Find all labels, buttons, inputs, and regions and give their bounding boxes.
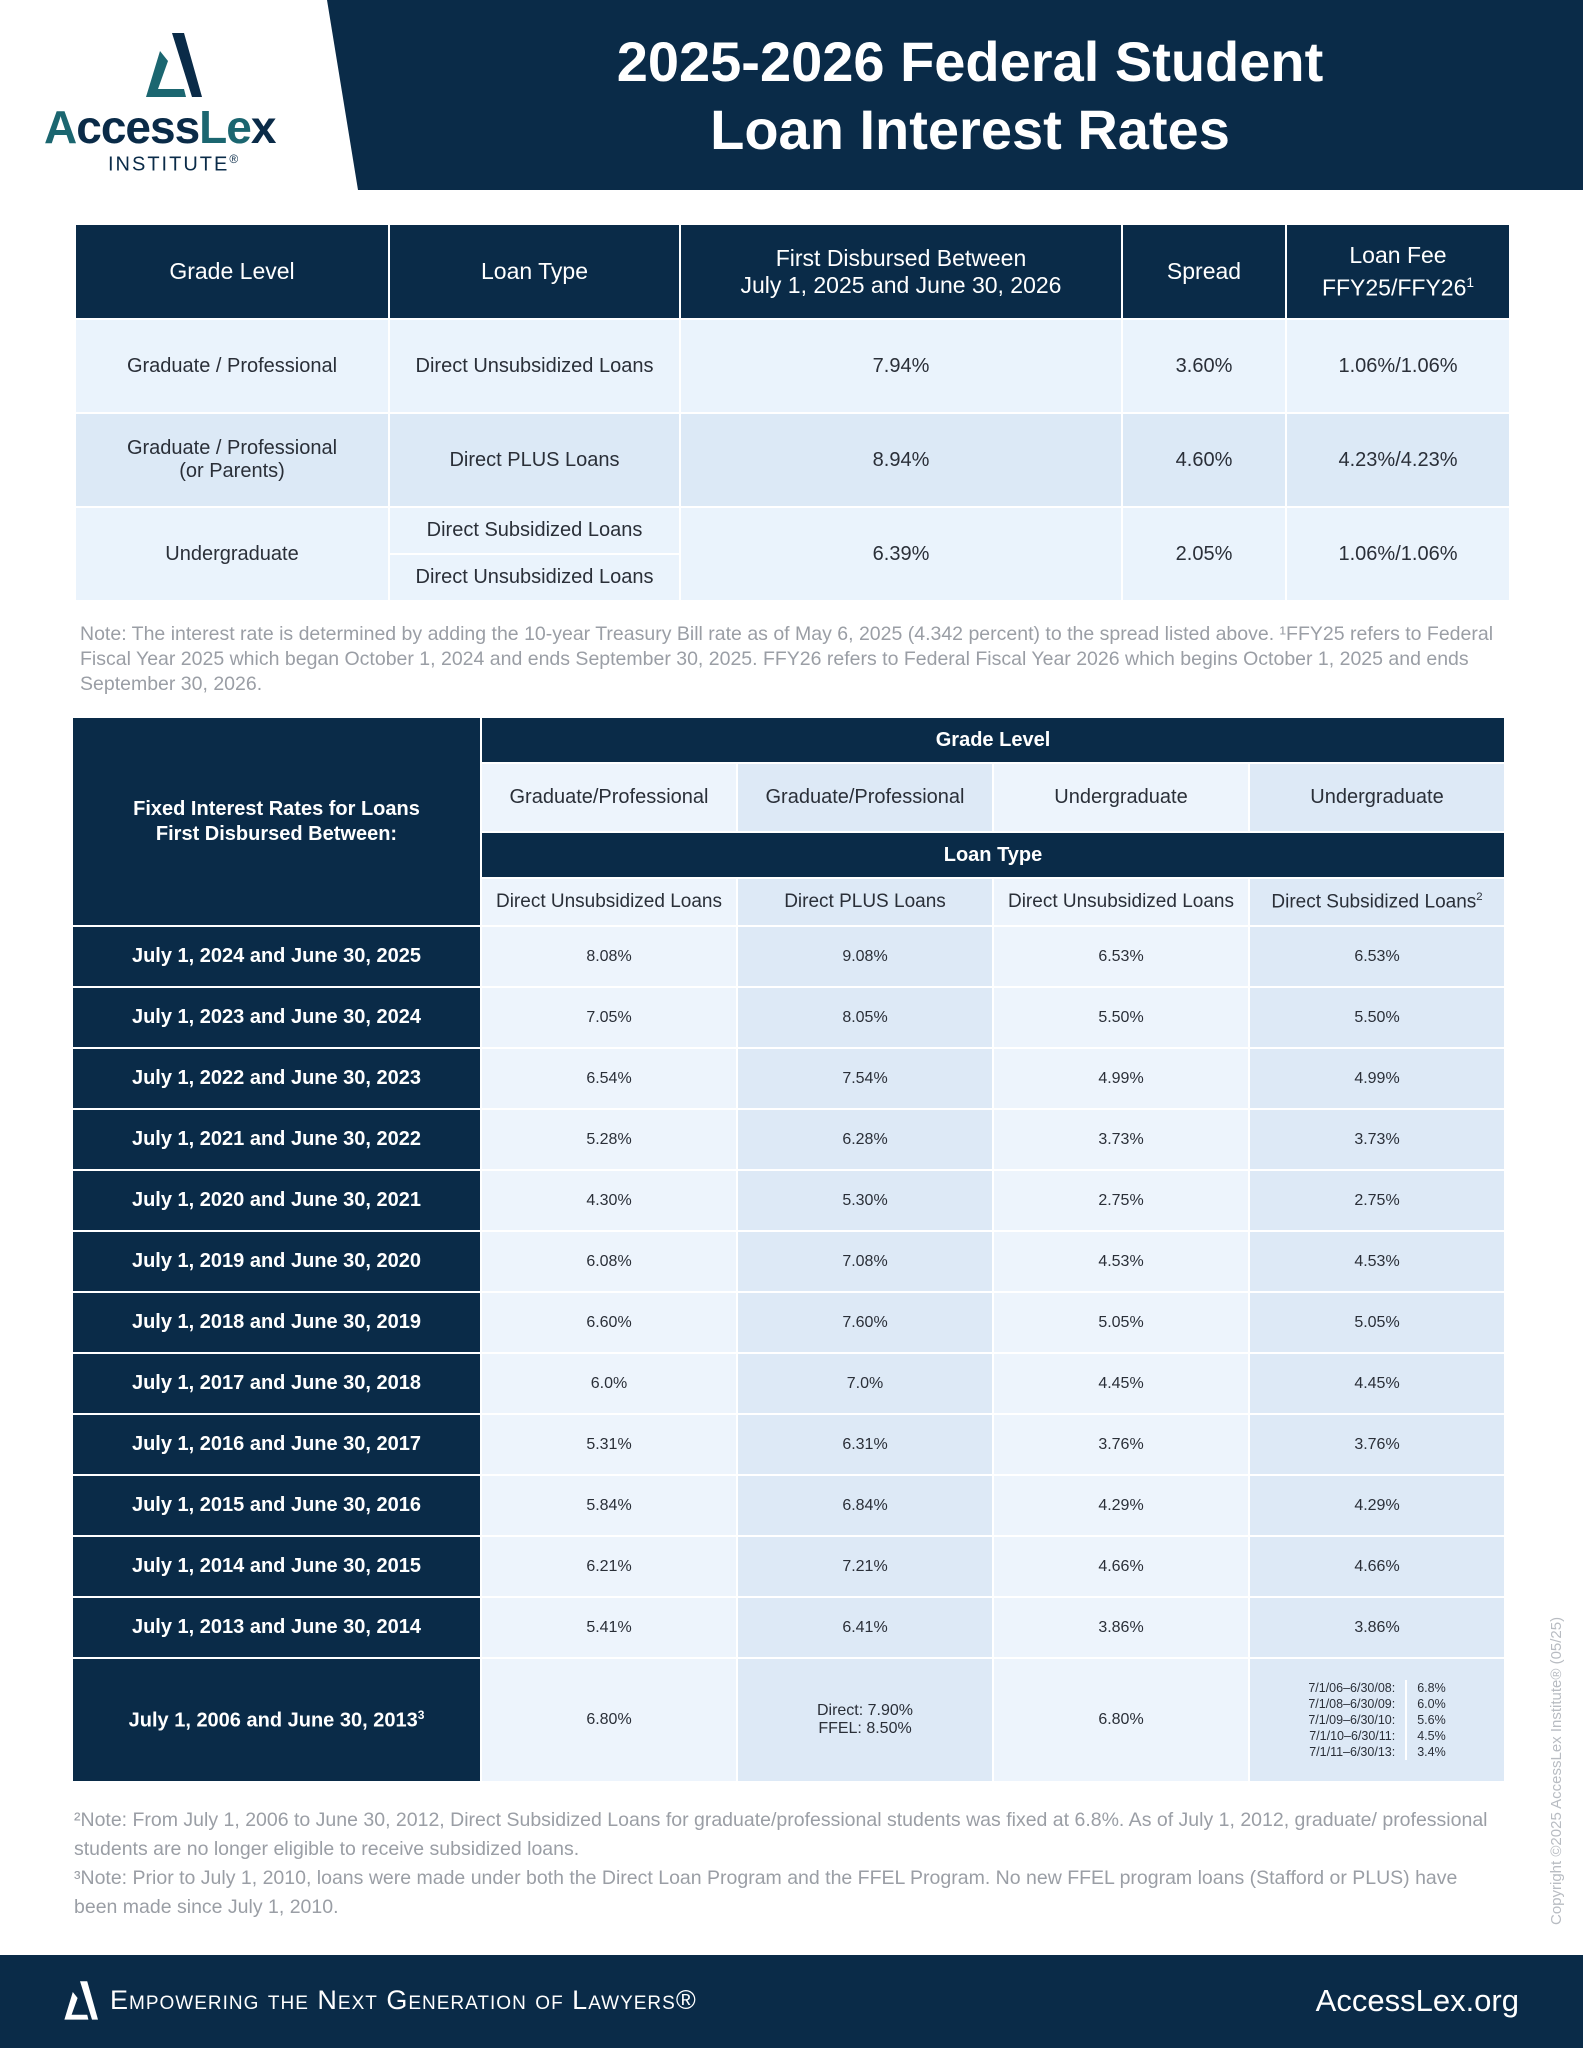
sub-period: 7/1/11–6/30/13: xyxy=(1309,1745,1396,1759)
rate-cell: 4.99% xyxy=(1249,1048,1505,1109)
period-cell: July 1, 2016 and June 30, 2017 xyxy=(72,1414,481,1475)
loan-type-label: Direct Unsubsidized Loans xyxy=(495,891,722,912)
accesslex-logo xyxy=(40,30,310,180)
header-loan-fee: Loan Fee $FFY25/FFY26^1$ xyxy=(1286,224,1510,319)
table-row xyxy=(72,1658,1505,1782)
rate-cell: 7.21% xyxy=(737,1536,993,1597)
rate-cell: 6.31% xyxy=(737,1414,993,1475)
rate-cell: 7.0% xyxy=(737,1353,993,1414)
rate-cell: 6.80% xyxy=(993,1658,1249,1782)
rate-cell: 3.86% xyxy=(993,1597,1249,1658)
rate-cell: 7.05% xyxy=(481,987,737,1048)
rate-cell: 6.53% xyxy=(1249,926,1505,987)
sub-period: 7/1/10–6/30/11: xyxy=(1309,1729,1396,1743)
table-row xyxy=(72,1231,1505,1292)
rate-cell: 3.73% xyxy=(993,1109,1249,1170)
rate-cell: 7.60% xyxy=(737,1292,993,1353)
header-spread: Spread xyxy=(1122,224,1286,319)
table-row xyxy=(75,413,1510,507)
loan-type-header xyxy=(481,878,737,926)
historical-rates-table xyxy=(71,716,1506,1783)
rate-cell: 4.66% xyxy=(993,1536,1249,1597)
fee-cell: 1.06%/1.06% xyxy=(1286,507,1510,601)
sub-rate: 6.0% xyxy=(1417,1697,1446,1711)
loan-type-band: Loan Type xyxy=(481,832,1505,878)
rate-cell: 6.21% xyxy=(481,1536,737,1597)
rate-cell: 5.30% xyxy=(737,1170,993,1231)
rate-cell: 4.45% xyxy=(993,1353,1249,1414)
rate-cell: 4.45% xyxy=(1249,1353,1505,1414)
rate-cell: Direct: 7.90% FFEL: 8.50% xyxy=(737,1658,993,1782)
grade-header: Graduate/Professional xyxy=(737,763,993,832)
logo-institute: INSTITUTE® xyxy=(108,152,241,176)
period-cell: July 1, 2013 and June 30, 2014 xyxy=(72,1597,481,1658)
rate-cell: 5.05% xyxy=(1249,1292,1505,1353)
rate-cell: 4.99% xyxy=(993,1048,1249,1109)
table-row xyxy=(72,1414,1505,1475)
rate-cell: 5.05% xyxy=(993,1292,1249,1353)
table-row xyxy=(75,507,1510,554)
loan-cell: Direct PLUS Loans xyxy=(389,413,680,507)
rate-cell: 7.08% xyxy=(737,1231,993,1292)
rate-cell: 3.76% xyxy=(1249,1414,1505,1475)
sub-period: 7/1/09–6/30/10: xyxy=(1308,1713,1396,1727)
footnotes xyxy=(74,1806,1494,1922)
rate-cell: 5.31% xyxy=(481,1414,737,1475)
copyright: Copyright ©2025 AccessLex Institute® (05/25) xyxy=(1548,1616,1565,1925)
note-text: Note: The interest rate is determined by adding the 10-year Treasury Bill rate as of May 6, 2025 (4.342 percent) to the spread listed above. ¹FFY25 refers to Federal Fiscal Year 2025 which began October 1, 2024 and ends September 30, 2025. FFY26 refers to Federal Fiscal Year 2026 which begins October 1, 2025 and ends September 30, 2026. xyxy=(80,623,1494,695)
rate-cell: 6.28% xyxy=(737,1109,993,1170)
grade-cell: Graduate / Professional xyxy=(75,319,389,413)
rate-cell: 6.60% xyxy=(481,1292,737,1353)
sub-rate: 5.6% xyxy=(1417,1713,1446,1727)
loan-cell: Direct Subsidized Loans xyxy=(389,507,680,554)
rate-cell: 8.08% xyxy=(481,926,737,987)
fee-cell: 1.06%/1.06% xyxy=(1286,319,1510,413)
loan-type-label: Direct Unsubsidized Loans xyxy=(1007,891,1234,912)
rate-cell: 2.75% xyxy=(993,1170,1249,1231)
footnote-3: ³Note: Prior to July 1, 2010, loans were made under both the Direct Loan Program and the FFEL Program. No new FFEL program loans (Stafford or PLUS) have been made since July 1, 2010. xyxy=(74,1867,1458,1918)
loan-type-header xyxy=(737,878,993,926)
period-cell: July 1, 2022 and June 30, 2023 xyxy=(72,1048,481,1109)
loan-cell: Direct Unsubsidized Loans xyxy=(389,554,680,601)
loan-cell: Direct Unsubsidized Loans xyxy=(389,319,680,413)
table-row xyxy=(72,1170,1505,1231)
loan-type-label: Direct Subsidized Loans xyxy=(1271,891,1477,913)
period-cell: July 1, 2020 and June 30, 2021 xyxy=(72,1170,481,1231)
grade-cell: Undergraduate xyxy=(75,507,389,601)
period-cell: July 1, 2019 and June 30, 2020 xyxy=(72,1231,481,1292)
rate-cell: 6.53% xyxy=(993,926,1249,987)
logo-wordmark: AccessLex xyxy=(44,101,276,153)
page-title: 2025-2026 Federal Student Loan Interest Rates xyxy=(616,30,1324,161)
table-row xyxy=(72,1292,1505,1353)
sub-rate: 3.4% xyxy=(1417,1745,1446,1759)
table-row xyxy=(72,987,1505,1048)
rate-cell: 9.08% xyxy=(737,926,993,987)
rate-cell: 4.53% xyxy=(1249,1231,1505,1292)
rate-cell: 6.84% xyxy=(737,1475,993,1536)
rate-cell: 6.80% xyxy=(481,1658,737,1782)
grade-level-band: Grade Level xyxy=(481,717,1505,763)
table-row xyxy=(72,926,1505,987)
rate-cell: 8.05% xyxy=(737,987,993,1048)
period-cell: July 1, 2015 and June 30, 2016 xyxy=(72,1475,481,1536)
rate-cell: 4.30% xyxy=(481,1170,737,1231)
spread-cell: 2.05% xyxy=(1122,507,1286,601)
loan-type-label: Direct PLUS Loans xyxy=(784,891,946,912)
footer xyxy=(0,1955,1583,2048)
grade-cell: Graduate / Professional (or Parents) xyxy=(75,413,389,507)
period-cell: July 1, 2017 and June 30, 2018 xyxy=(72,1353,481,1414)
header-grade-level: Grade Level xyxy=(75,224,389,319)
current-rates-table xyxy=(74,223,1511,602)
footer-tagline: Empowering the Next Generation of Lawyers® xyxy=(110,1985,697,2015)
rate-cell: 3.73% xyxy=(1249,1109,1505,1170)
fee-cell: 4.23%/4.23% xyxy=(1286,413,1510,507)
period-cell: July 1, 2014 and June 30, 2015 xyxy=(72,1536,481,1597)
logo-triangle-icon xyxy=(142,33,202,99)
loan-type-header xyxy=(993,878,1249,926)
sub-rate: 6.8% xyxy=(1417,1681,1446,1695)
sub-period: 7/1/08–6/30/09: xyxy=(1308,1697,1396,1711)
footnote-mark: 2 xyxy=(1476,890,1483,903)
rate-cell: 5.84% xyxy=(481,1475,737,1536)
table-row xyxy=(72,1109,1505,1170)
period-cell: July 1, 2018 and June 30, 2019 xyxy=(72,1292,481,1353)
grade-header: Undergraduate xyxy=(993,763,1249,832)
rate-cell: 6.08% xyxy=(481,1231,737,1292)
rate-cell: 6.41% xyxy=(737,1597,993,1658)
rate-cell: 5.28% xyxy=(481,1109,737,1170)
rate-cell: 2.75% xyxy=(1249,1170,1505,1231)
rate-cell: 5.41% xyxy=(481,1597,737,1658)
rate-cell: 7.94% xyxy=(680,319,1122,413)
rate-cell: 3.76% xyxy=(993,1414,1249,1475)
loan-type-header xyxy=(1249,878,1505,926)
grade-header: Graduate/Professional xyxy=(481,763,737,832)
logo-triangle-icon xyxy=(62,1981,98,2021)
header-loan-type: Loan Type xyxy=(389,224,680,319)
table-row xyxy=(72,1597,1505,1658)
rate-cell: 6.54% xyxy=(481,1048,737,1109)
rate-cell: 4.66% xyxy=(1249,1536,1505,1597)
rate-cell: 7.54% xyxy=(737,1048,993,1109)
period-cell: July 1, 2024 and June 30, 2025 xyxy=(72,926,481,987)
spread-cell: 4.60% xyxy=(1122,413,1286,507)
header-first-disbursed: First Disbursed Between July 1, 2025 and June 30, 2026 xyxy=(680,224,1122,319)
table-row xyxy=(72,1048,1505,1109)
rate-cell: 3.86% xyxy=(1249,1597,1505,1658)
table-row xyxy=(72,1475,1505,1536)
footer-url[interactable]: AccessLex.org xyxy=(1315,1983,1519,2018)
corner-header: Fixed Interest Rates for Loans First Disbursed Between: xyxy=(72,717,481,926)
table-row xyxy=(75,319,1510,413)
sub-rate: 4.5% xyxy=(1417,1729,1446,1743)
period-cell: July 1, 2006 and June 30, 2013$^3$ xyxy=(72,1658,481,1782)
rate-cell: 4.29% xyxy=(993,1475,1249,1536)
table-row xyxy=(72,1536,1505,1597)
table-row xyxy=(72,1353,1505,1414)
rate-cell: 5.50% xyxy=(1249,987,1505,1048)
period-cell: July 1, 2021 and June 30, 2022 xyxy=(72,1109,481,1170)
spread-cell: 3.60% xyxy=(1122,319,1286,413)
rate-cell: 6.39% xyxy=(680,507,1122,601)
rate-cell: 5.50% xyxy=(993,987,1249,1048)
footnote-2: ²Note: From July 1, 2006 to June 30, 2012, Direct Subsidized Loans for graduate/professional students was fixed at 6.8%. As of July 1, 2012, graduate/ professional students are no longer eligible to receive subsidized loans. xyxy=(74,1809,1488,1860)
rate-cell: 6.0% xyxy=(481,1353,737,1414)
rate-cell: 8.94% xyxy=(680,413,1122,507)
rate-cell: 4.53% xyxy=(993,1231,1249,1292)
rate-cell xyxy=(1249,1658,1505,1782)
sub-period: 7/1/06–6/30/08: xyxy=(1308,1681,1396,1695)
rate-cell: 4.29% xyxy=(1249,1475,1505,1536)
period-cell: July 1, 2023 and June 30, 2024 xyxy=(72,987,481,1048)
grade-header: Undergraduate xyxy=(1249,763,1505,832)
